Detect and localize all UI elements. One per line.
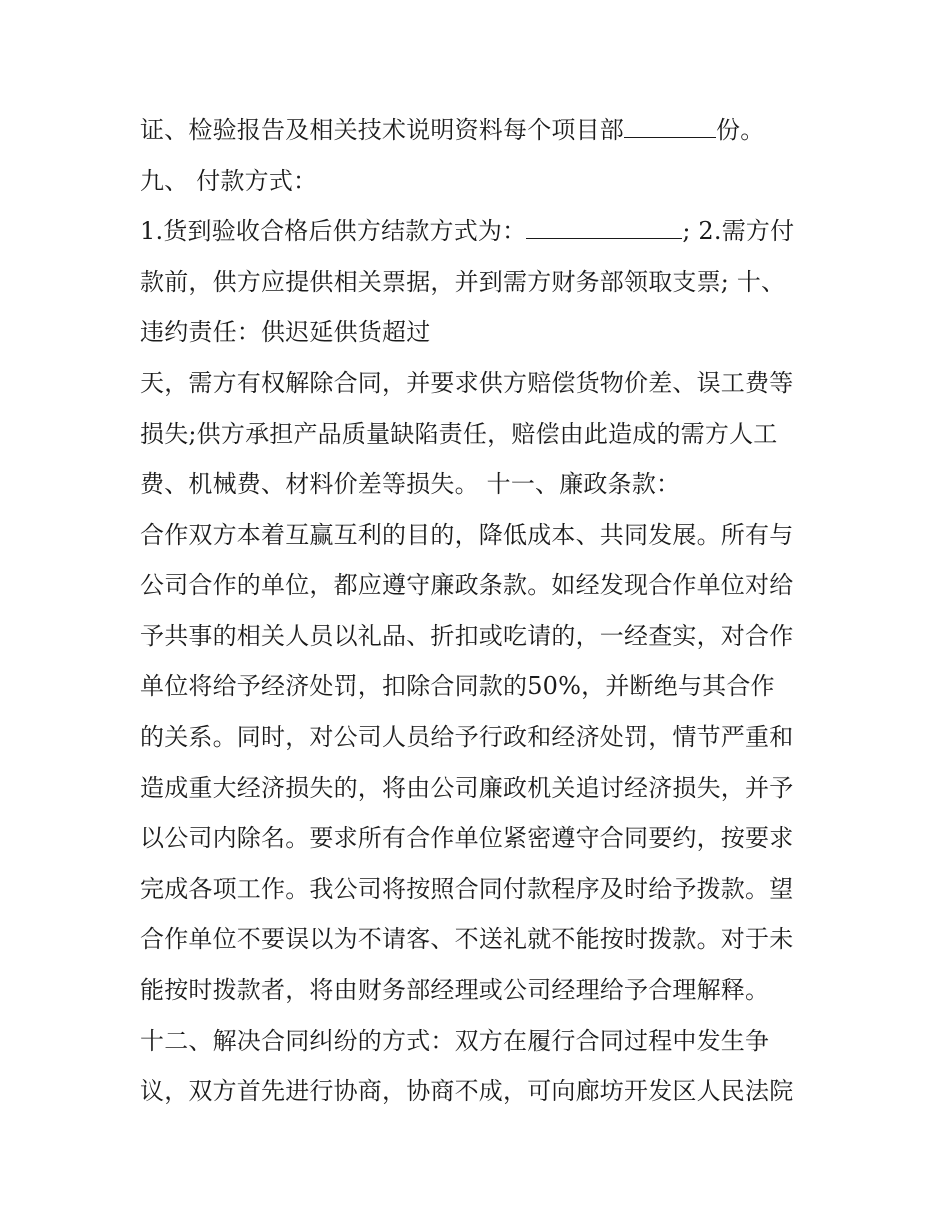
text-line-1 — [140, 115, 830, 145]
text-line-13: 的关系。同时，对公司人员给予行政和经济处罚，情节严重和 — [140, 723, 794, 751]
text-line-4: 款前，供方应提供相关票据，并到需方财务部领取支票; 十、 — [140, 268, 786, 296]
text-line-17: 合作单位不要误以为不请客、不送礼就不能按时拨款。对于未 — [140, 925, 794, 953]
text-line-7: 损失;供方承担产品质量缺陷责任，赔偿由此造成的需方人工 — [140, 420, 778, 448]
text-line-14: 造成重大经济损失的，将由公司廉政机关追讨经济损失，并予 — [140, 774, 794, 802]
text-line-9: 合作双方本着互赢互利的目的，降低成本、共同发展。所有与 — [140, 521, 794, 549]
blank-field — [624, 115, 716, 138]
text-segment: 份。 — [716, 116, 765, 144]
text-line-6: 天，需方有权解除合同，并要求供方赔偿货物价差、误工费等 — [140, 369, 794, 397]
section-heading-payment: 九、 付款方式： — [140, 167, 318, 195]
text-line-12: 单位将给予经济处罚，扣除合同款的50%，并断绝与其合作 — [140, 672, 775, 700]
text-line-15: 以公司内除名。要求所有合作单位紧密遵守合同要约，按要求 — [140, 824, 794, 852]
text-line-5: 违约责任：供迟延供货超过 — [140, 318, 431, 346]
text-line-20: 议，双方首先进行协商，协商不成，可向廊坊开发区人民法院 — [140, 1077, 794, 1105]
text-line-18: 能按时拨款者，将由财务部经理或公司经理给予合理解释。 — [140, 976, 770, 1004]
text-line-10: 公司合作的单位，都应遵守廉政条款。如经发现合作单位对给 — [140, 571, 794, 599]
text-line-16: 完成各项工作。我公司将按照合同付款程序及时给予拨款。望 — [140, 875, 794, 903]
blank-field — [526, 216, 682, 239]
text-line-3 — [140, 216, 830, 246]
text-line-11: 予共事的相关人员以礼品、折扣或吃请的，一经查实，对合作 — [140, 622, 794, 650]
text-segment: 证、检验报告及相关技术说明资料每个项目部 — [140, 116, 624, 144]
text-segment: ; 2.需方付 — [682, 217, 795, 245]
text-line-8: 费、机械费、材料价差等损失。 十一、廉政条款： — [140, 470, 681, 498]
section-heading-disputes: 十二、解决合同纠纷的方式：双方在履行合同过程中发生争 — [140, 1027, 770, 1055]
text-segment: 1.货到验收合格后供方结款方式为： — [140, 217, 527, 245]
